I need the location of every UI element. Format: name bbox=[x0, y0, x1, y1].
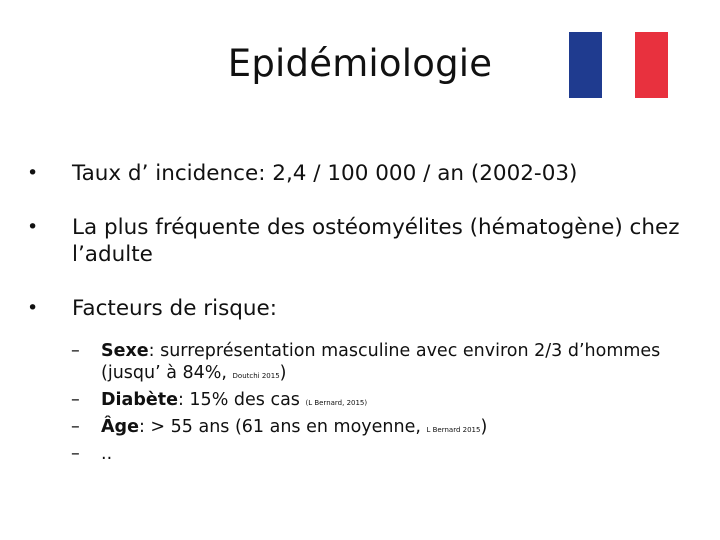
bullet-text: Facteurs de risque: bbox=[72, 296, 278, 321]
sub-bullet-tail: ) bbox=[279, 363, 287, 383]
bullet-dot-icon: • bbox=[27, 216, 39, 238]
bullet-dot-icon: • bbox=[27, 297, 39, 319]
french-flag-icon bbox=[569, 32, 668, 98]
sub-bullet-text: .. bbox=[101, 444, 113, 464]
bullet-dot-icon: • bbox=[27, 162, 39, 184]
dash-icon: – bbox=[71, 390, 80, 410]
bullet-list bbox=[27, 160, 707, 468]
sub-bullet-tail: ) bbox=[480, 417, 488, 437]
slide-title: Epidémiologie bbox=[227, 42, 493, 85]
sub-bullet-item bbox=[71, 340, 707, 387]
bullet-text: Taux d’ incidence: 2,4 / 100 000 / an (2002-03) bbox=[72, 161, 578, 186]
flag-band-white bbox=[602, 32, 635, 98]
sub-bullet-text: : surreprésentation masculine avec environ 2/3 d’hommes (jusqu’ à 84%, bbox=[101, 341, 661, 383]
bullet-item bbox=[27, 160, 707, 187]
dash-icon: – bbox=[71, 417, 80, 437]
flag-band-blue bbox=[569, 32, 602, 98]
reference: (L Bernard, 2015) bbox=[305, 399, 368, 407]
sub-bullet-item bbox=[71, 443, 707, 468]
sub-bullet-text: : 15% des cas bbox=[177, 390, 306, 410]
sub-bullet-item bbox=[71, 416, 707, 441]
dash-icon: – bbox=[71, 444, 80, 464]
sub-bullet-item bbox=[71, 389, 707, 414]
sub-bullet-label: Âge bbox=[101, 417, 139, 437]
sub-bullet-text: : > 55 ans (61 ans en moyenne, bbox=[138, 417, 427, 437]
sub-bullet-label: Sexe bbox=[101, 341, 149, 361]
flag-band-red bbox=[635, 32, 668, 98]
reference: Doutchi 2015 bbox=[232, 372, 280, 380]
bullet-item bbox=[27, 214, 707, 268]
dash-icon: – bbox=[71, 341, 80, 361]
bullet-item bbox=[27, 295, 707, 322]
reference: L Bernard 2015 bbox=[426, 426, 481, 434]
bullet-text: La plus fréquente des ostéomyélites (hématogène) chez l’adulte bbox=[72, 215, 680, 267]
sub-bullet-list bbox=[71, 340, 707, 468]
sub-bullet-label: Diabète bbox=[101, 390, 178, 410]
